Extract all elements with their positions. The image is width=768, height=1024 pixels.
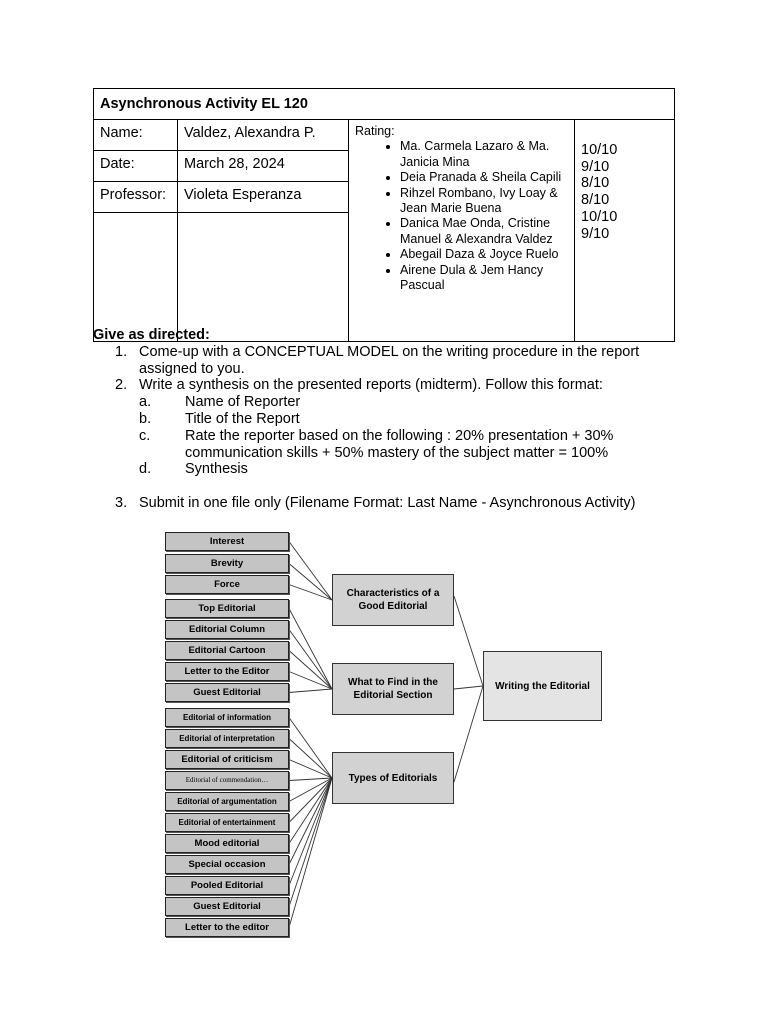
instructions [93, 327, 693, 512]
connector-line [289, 778, 332, 907]
sub-item [93, 411, 693, 428]
professor-value: Violeta Esperanza [178, 182, 349, 213]
connector-line [289, 630, 332, 690]
connector-line [289, 564, 332, 601]
root-label: Writing the Editorial [495, 680, 590, 692]
leaf-node: Editorial of criticism [165, 750, 289, 769]
sub-item [93, 428, 693, 462]
activity-title: Asynchronous Activity EL 120 [94, 89, 675, 120]
sub-item [93, 461, 693, 478]
name-value: Valdez, Alexandra P. [178, 120, 349, 151]
connector-line [454, 686, 483, 689]
rating-list [355, 139, 574, 293]
leaf-node: Editorial of entertainment [165, 813, 289, 832]
connector-line [454, 596, 483, 686]
connector-line [289, 778, 332, 781]
connector-line [289, 542, 332, 601]
connector-line [289, 672, 332, 690]
leaf-node: Editorial of information [165, 708, 289, 727]
leaf-node: Interest [165, 532, 289, 551]
professor-label: Professor: [94, 182, 178, 213]
name-label: Name: [94, 120, 178, 151]
date-value: March 28, 2024 [178, 151, 349, 182]
sub-item-letter: b. [139, 410, 152, 427]
leaf-node: Special occasion [165, 855, 289, 874]
leaf-node: Editorial of argumentation [165, 792, 289, 811]
connector-line [289, 689, 332, 693]
leaf-node: Letter to the Editor [165, 662, 289, 681]
empty-cell [94, 213, 178, 342]
leaf-node: Editorial Cartoon [165, 641, 289, 660]
header-table [93, 88, 675, 342]
instruction-item [93, 377, 693, 394]
connector-line [289, 778, 332, 823]
sub-item [93, 394, 693, 411]
category-label: Characteristics of a Good Editorial [346, 588, 440, 612]
category-node [332, 574, 454, 626]
score-value: 9/10 [581, 225, 610, 242]
connector-line [454, 686, 483, 782]
rating-cell [349, 120, 575, 342]
rating-group: • Ma. Carmela Lazaro & Ma. Janicia Mina [400, 139, 574, 170]
scores-cell [575, 120, 675, 342]
connector-line [289, 778, 332, 844]
leaf-node: Guest Editorial [165, 683, 289, 702]
sub-item-letter: d. [139, 461, 152, 478]
score-value: 10/10 [581, 208, 618, 225]
rating-group: • Airene Dula & Jem Hancy Pascual [400, 263, 574, 294]
instructions-heading: Give as directed: [93, 327, 210, 343]
item-text: Come-up with a CONCEPTUAL MODEL on the writing procedure in the report assigned to you. [139, 343, 640, 377]
category-label: Types of Editorials [348, 772, 438, 784]
sub-item-text: Name of Reporter [185, 394, 301, 411]
rating-group: • Deia Pranada & Sheila Capili [400, 170, 574, 185]
sub-item-text: Synthesis [185, 461, 248, 478]
score-value: 10/10 [581, 142, 618, 158]
connector-line [289, 778, 332, 802]
rating-group: • Danica Mae Onda, Cristine Manuel & Alexandra Valdez [400, 216, 574, 247]
instruction-item [93, 495, 693, 512]
item-number: 1. [115, 343, 128, 360]
connector-line [289, 609, 332, 690]
leaf-node: Top Editorial [165, 599, 289, 618]
connector-line [289, 760, 332, 779]
item-number: 3. [115, 495, 128, 512]
leaf-node: Brevity [165, 554, 289, 573]
rating-group: • Rihzel Rombano, Ivy Loay & Jean Marie Buena [400, 186, 574, 217]
date-label: Date: [94, 151, 178, 182]
leaf-node: Pooled Editorial [165, 876, 289, 895]
connector-line [289, 585, 332, 601]
empty-cell [178, 213, 349, 342]
leaf-node: Editorial Column [165, 620, 289, 639]
rating-label: Rating: [355, 124, 395, 138]
leaf-node: Letter to the editor [165, 918, 289, 937]
category-node [332, 663, 454, 715]
leaf-node: Guest Editorial [165, 897, 289, 916]
sub-item-letter: a. [139, 394, 152, 411]
leaf-node: Editorial of interpretation [165, 729, 289, 748]
connector-line [289, 778, 332, 928]
item-text: Submit in one file only (Filename Format: Last Name - Asynchronous Activity) [139, 495, 636, 512]
rating-group: • Abegail Daza & Joyce Ruelo [400, 247, 574, 262]
score-value: 8/10 [581, 192, 610, 209]
sub-item-text: Rate the reporter based on the following : 20% presentation + 30% communication skills + 50% mastery of the subject matter = 100% [185, 427, 614, 461]
connector-line [289, 651, 332, 690]
score-value: 8/10 [581, 175, 610, 192]
sub-item-letter: c. [139, 427, 151, 444]
instruction-item [93, 344, 693, 378]
leaf-node: Editorial of commendation… [165, 771, 289, 790]
connector-line [289, 778, 332, 886]
score-value: 9/10 [581, 158, 610, 175]
sub-item-text: Title of the Report [185, 410, 300, 427]
connector-line [289, 739, 332, 779]
item-number: 2. [115, 377, 128, 394]
leaf-node: Force [165, 575, 289, 594]
connector-line [289, 778, 332, 865]
leaf-node: Mood editorial [165, 834, 289, 853]
item-text: Write a synthesis on the presented reports (midterm). Follow this format: [139, 377, 603, 394]
category-label: What to Find in the Editorial Section [348, 677, 438, 701]
root-node [483, 651, 602, 721]
category-node [332, 752, 454, 804]
connector-line [289, 718, 332, 779]
